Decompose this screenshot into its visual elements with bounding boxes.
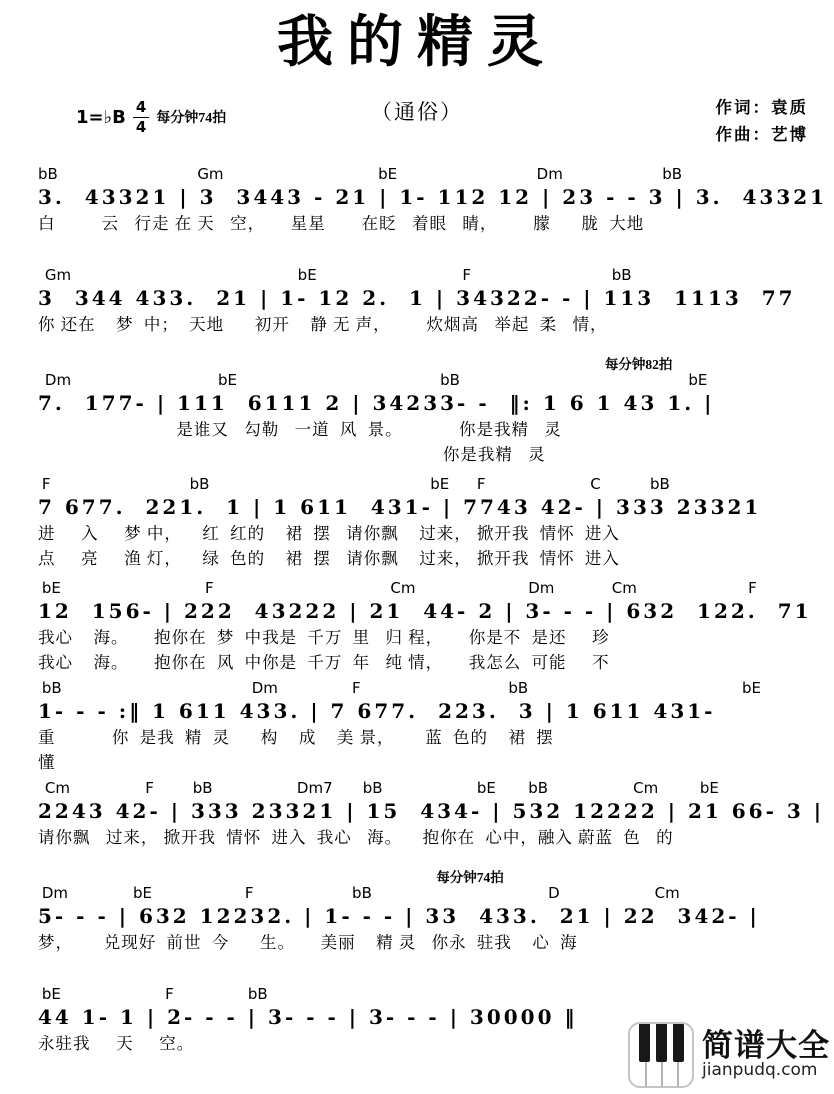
chord-label: bE — [741, 678, 761, 697]
key-time-tempo — [76, 97, 227, 136]
chord-label: Cm — [633, 778, 659, 797]
song-title: 我的精灵 — [277, 9, 557, 75]
score-body — [0, 166, 834, 1057]
tempo-marking: 每分钟74拍 — [156, 111, 227, 127]
chord-label: bE — [132, 883, 152, 902]
chord-row — [38, 267, 804, 286]
lyric-row: 请你飘 过来， 掀开我 情怀 进入 我心 海。 抱你在 心中，融入 蔚蓝 色 的 — [38, 827, 674, 847]
chord-label: Dm7 — [296, 778, 333, 797]
composer-credit: 作曲：艺博 — [715, 124, 808, 144]
notes-row: 44 1- 1 | 2- - - | 3- - - | 3- - - | 30000 ‖ — [38, 1004, 578, 1029]
lyric-row: 点 亮 渔 灯， 绿 色的 裙 摆 请你飘 过来， 掀开我 情怀 进入 — [38, 548, 620, 568]
chord-label: bB — [362, 778, 383, 797]
chord-label: bB — [528, 778, 549, 797]
lyric-row: 我心 海。 抱你在 梦 中我是 千万 里 归 程， 你是不 是还 珍 — [38, 627, 610, 647]
chord-label: F — [476, 474, 486, 493]
chord-label: bB — [662, 164, 683, 183]
chord-label: bE — [476, 778, 496, 797]
chord-row — [38, 166, 804, 185]
lyric-row: 你 还在 梦 中； 天地 初开 静 无 声， 炊烟高 举起 柔 情， — [38, 314, 608, 334]
piano-keys-icon — [628, 1022, 694, 1088]
notes-row: 3 344 433. 21 | 1- 12 2. 1 | 34322- - | 113 1113 77 — [38, 285, 796, 310]
chord-label: D — [548, 883, 560, 902]
key-signature: 1=♭B — [76, 106, 126, 128]
credits — [716, 94, 809, 148]
chord-row — [38, 476, 804, 495]
chord-label: Cm — [654, 883, 680, 902]
meta-row — [0, 94, 834, 152]
chord-label: bE — [218, 370, 237, 389]
chord-label: Gm — [44, 265, 72, 284]
chord-label: F — [145, 778, 154, 797]
chord-label: F — [204, 578, 214, 597]
lyric-row: 懂 — [38, 752, 56, 772]
chord-label: bE — [378, 164, 398, 183]
chord-label: Cm — [611, 578, 637, 597]
music-line-8 — [38, 869, 804, 956]
chord-label: bB — [189, 474, 210, 493]
chord-row — [38, 986, 804, 1005]
lyric-row: 重 你 是我 精 灵 构 成 美 景， 蓝 色的 裙 摆 — [38, 727, 554, 747]
chord-label: bB — [508, 678, 529, 697]
music-line-2 — [38, 267, 804, 338]
chord-label: F — [244, 883, 254, 902]
chord-label: Dm — [528, 578, 555, 597]
chord-label: bE — [699, 778, 719, 797]
notes-row: 7. 177- | 111 6111 2 | 34233- - ‖: 1 6 1 43 1. | — [38, 390, 715, 415]
chord-label: F — [165, 984, 174, 1003]
chord-label: F — [462, 265, 471, 284]
chord-label: bB — [38, 164, 58, 183]
music-line-1 — [38, 164, 828, 237]
music-line-6 — [38, 680, 804, 776]
chord-label: bB — [41, 678, 62, 697]
chord-row — [38, 780, 804, 799]
chord-label: Cm — [390, 578, 416, 597]
lyric-row: 是谁又 勾勒 一道 风 景。 你是我精 灵 — [38, 419, 562, 439]
chord-label: Gm — [197, 164, 224, 183]
chord-label: bE — [688, 370, 708, 389]
chord-label: bE — [297, 265, 317, 284]
chord-row — [38, 869, 804, 904]
chord-label: Dm — [41, 883, 68, 902]
chord-label: bB — [192, 778, 213, 797]
chord-label: Dm — [251, 678, 278, 697]
lyric-row: 梦， 兑现好 前世 今 生。 美丽 精 灵 你永 驻我 心 海 — [38, 932, 578, 952]
chord-label: Dm — [44, 370, 72, 389]
time-signature-bottom: 4 — [135, 117, 147, 136]
notes-row: 12 156- | 222 43222 | 21 44- 2 | 3- - - | 632 122. 71 — [38, 598, 812, 623]
watermark-site-url: jianpudq.com — [702, 1060, 818, 1081]
chord-label: bB — [352, 883, 372, 902]
lyric-row: 你是我精 灵 — [38, 444, 546, 464]
notes-row: 5- - - | 632 12232. | 1- - - | 33 433. 21 | 22 342- | — [38, 903, 760, 928]
notes-row: 1- - - :‖ 1 611 433. | 7 677. 223. 3 | 1 611 431- — [38, 698, 716, 723]
notes-row: 7 677. 221. 1 | 1 611 431- | 7743 42- | 333 23321 — [38, 494, 762, 519]
notes-row: 2243 42- | 333 23321 | 15 434- | 532 12222 | 21 66- 3 | — [38, 798, 824, 823]
chord-label: F — [41, 474, 51, 493]
watermark-site-name: 简谱大全 — [702, 1027, 830, 1064]
chord-label: bB — [440, 370, 460, 389]
chord-label: bE — [41, 984, 61, 1003]
chord-label: bE — [41, 578, 61, 597]
chord-label: Cm — [44, 778, 70, 797]
music-line-3 — [38, 356, 804, 468]
chord-row — [38, 580, 804, 599]
lyric-row: 白 云 行走 在 天 空， 星星 在眨 着眼 睛， 朦 胧 大地 — [38, 213, 645, 233]
time-signature — [133, 97, 149, 136]
chord-row — [38, 356, 804, 391]
tempo-change-label: 每分钟74拍 — [436, 869, 504, 885]
watermark-text — [702, 1027, 830, 1081]
lyric-row: 永驻我 天 空。 — [38, 1033, 195, 1053]
lyric-row: 进 入 梦 中， 红 红的 裙 摆 请你飘 过来， 掀开我 情怀 进入 — [38, 523, 620, 543]
chord-label: bB — [247, 984, 268, 1003]
chord-row — [38, 680, 804, 699]
notes-row: 3. 43321 | 3 3443 - 21 | 1- 112 12 | 23 - - 3 | 3. 43321 — [38, 184, 828, 209]
watermark — [628, 1022, 830, 1088]
lyric-row: 我心 海。 抱你在 风 中你是 千万 年 纯 情， 我怎么 可能 不 — [38, 652, 610, 672]
chord-label: bB — [611, 265, 632, 284]
time-signature-top: 4 — [133, 100, 149, 118]
genre-subtitle: （通俗） — [371, 99, 463, 124]
lyricist-credit: 作词：袁质 — [715, 97, 808, 117]
music-line-7 — [38, 778, 824, 851]
chord-label: bB — [650, 474, 670, 493]
music-line-4 — [38, 476, 804, 572]
chord-label: Dm — [536, 164, 563, 183]
tempo-change-label: 每分钟82拍 — [604, 356, 673, 372]
chord-label: F — [748, 578, 757, 597]
chord-label: F — [352, 678, 361, 697]
chord-label: bE — [430, 474, 450, 493]
chord-label: C — [590, 474, 601, 493]
music-line-5 — [38, 578, 812, 676]
